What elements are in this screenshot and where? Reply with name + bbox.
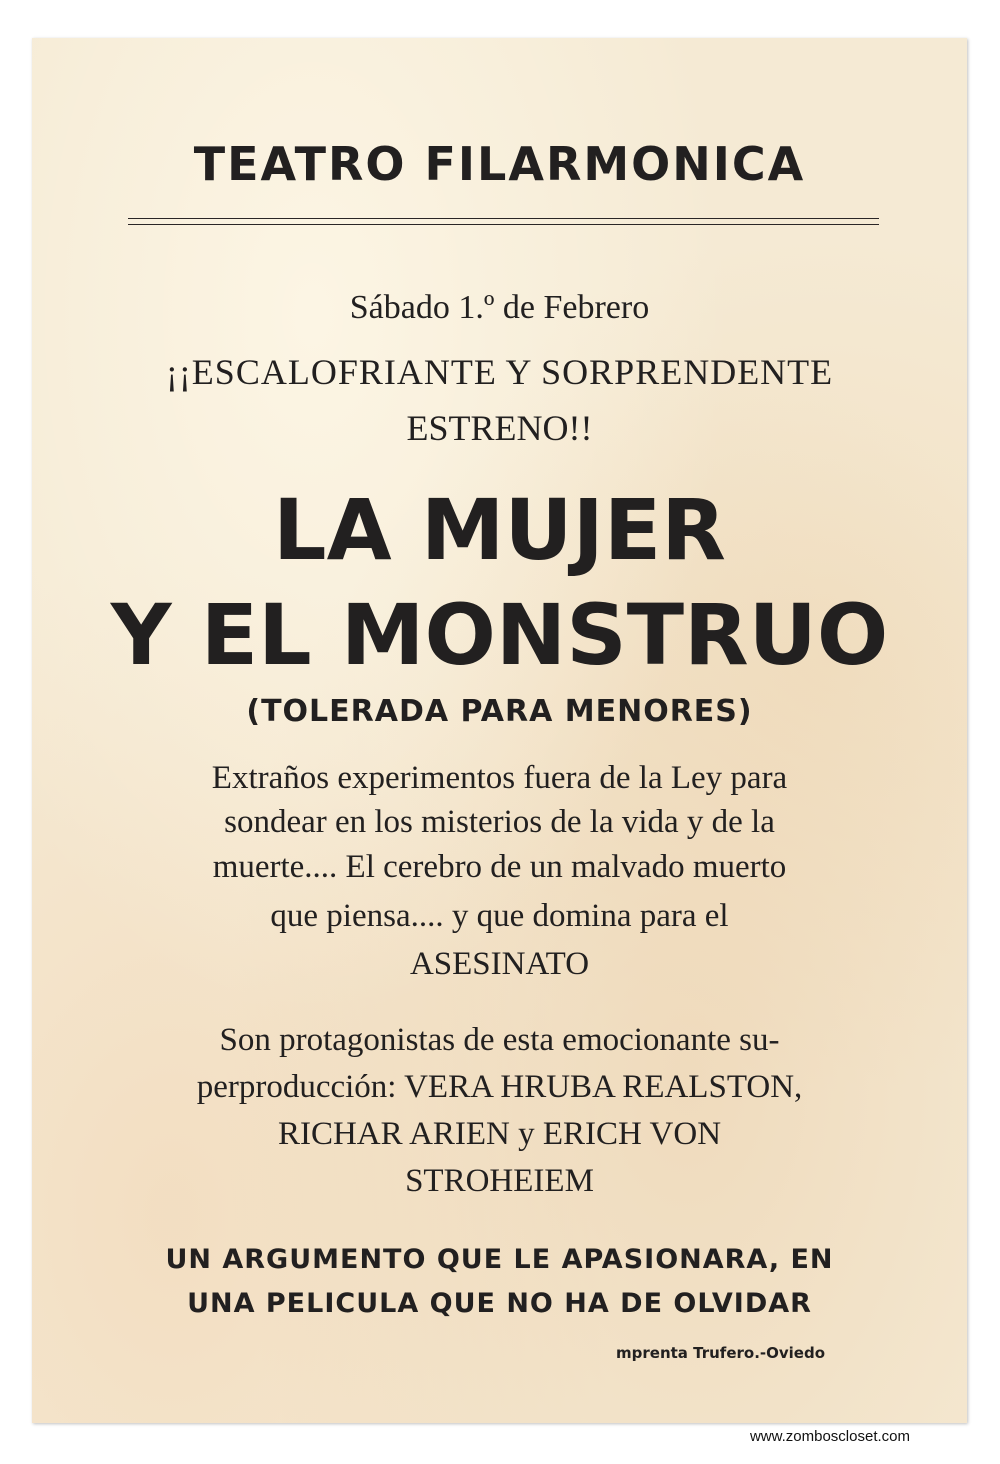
- description-line: muerte.... El cerebro de un malvado muerto: [212, 849, 787, 885]
- rating-note: (TOLERADA PARA MENORES): [246, 694, 753, 729]
- show-date: Sábado 1.º de Febrero: [349, 289, 650, 326]
- slogan-line-1: UN ARGUMENTO QUE LE APASIONARA, EN: [165, 1244, 834, 1275]
- printer-credit: mprenta Trufero.-Oviedo: [616, 1344, 826, 1362]
- cast-line: STROHEIEM: [405, 1163, 594, 1199]
- tagline-line-1: ¡¡ESCALOFRIANTE Y SORPRENDENTE: [165, 352, 834, 392]
- film-title-line-2: Y EL MONSTRUO: [110, 586, 889, 684]
- watermark-url: www.zomboscloset.com: [749, 1428, 910, 1445]
- description-line: ASESINATO: [409, 946, 590, 982]
- flyer-card: [32, 38, 967, 1423]
- description-line: que piensa.... y que domina para el: [270, 898, 729, 934]
- divider-line-bottom: [128, 224, 879, 225]
- theater-name: TEATRO FILARMONICA: [193, 137, 806, 191]
- cast-line: perproducción: VERA HRUBA REALSTON,: [196, 1069, 803, 1105]
- cast-line: RICHAR ARIEN y ERICH VON: [277, 1116, 722, 1152]
- film-title-line-1: LA MUJER: [273, 481, 726, 579]
- cast-line: Son protagonistas de esta emocionante su-: [219, 1022, 780, 1058]
- divider-line-top: [128, 218, 879, 219]
- description-line: sondear en los misterios de la vida y de la: [224, 804, 775, 840]
- description-line: Extraños experimentos fuera de la Ley para: [211, 760, 788, 796]
- tagline-line-2: ESTRENO!!: [406, 408, 593, 448]
- slogan-line-2: UNA PELICULA QUE NO HA DE OLVIDAR: [187, 1288, 812, 1319]
